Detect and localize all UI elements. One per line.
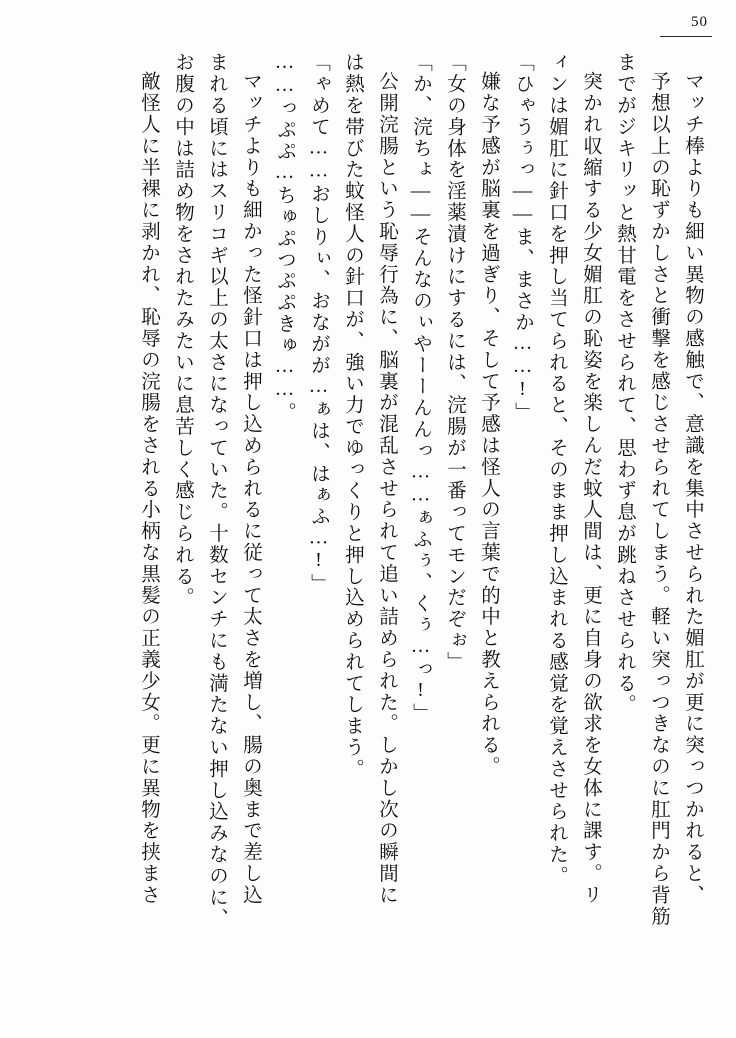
- text-column: までがジキリッと熱甘電をさせられて、思わず息が跳ねさせられる。: [614, 52, 635, 716]
- text-column: お腹の中は詰め物をされたみたいに息苦しく感じられる。: [172, 52, 193, 609]
- text-column: 公開浣腸という恥辱行為に、脳裏が混乱させられて追い詰められた。しかし次の瞬間に: [376, 71, 397, 906]
- text-column: 「か、浣ちょ――そんなのぃやーーんんっ……ぁふぅ、くぅ…っ!」: [410, 52, 431, 725]
- text-column: 予想以上の恥ずかしさと衝撃を感じさせられてしまう。軽い突っつきなのに肛門から背筋: [648, 71, 669, 927]
- text-column: 「ひゃうぅっ――ま、まさか……!」: [512, 52, 533, 424]
- text-column: 突かれ収縮する少女媚肛の恥姿を楽しんだ蚊人間は、更に自身の欲求を女体に課す。リ: [580, 71, 601, 906]
- vertical-text-body: [40, 52, 702, 1012]
- text-column: ィンは媚肛に針口を押し当てられると、そのまま押し込まれる感覚を覚えさせられた。: [546, 52, 567, 887]
- text-column: 嫌な予感が脳裏を過ぎり、そして予感は怪人の言葉で的中と教えられる。: [478, 71, 499, 778]
- text-column: は熱を帯びた蚊怪人の針口が、強い力でゆっくりと押し込められてしまう。: [342, 52, 363, 780]
- text-column: 敵怪人に半裸に剥かれ、恥辱の浣腸をされる小柄な黒髪の正義少女。更に異物を挟まさ: [138, 71, 159, 906]
- page-number: 50: [691, 14, 708, 30]
- header-rule: [660, 36, 712, 37]
- text-column: ……っぷぷ…ちゅぷつぷぷきゅ……。: [274, 52, 295, 424]
- text-column: まれる頃にはスリコギ以上の太さになっていた。十数センチにも満たない押し込みなのに、: [206, 52, 227, 930]
- text-column: マッチよりも細かった怪針口は押し込められるに従って太さを増し、腸の奥まで差し込: [240, 71, 261, 906]
- text-column: 「ゃめて……おしりぃ、おながが…ぁは、はぁふ…!」: [308, 52, 329, 595]
- text-column: マッチ棒よりも細い異物の感触で、意識を集中させられた媚肛が更に突っつかれると、: [682, 71, 703, 906]
- text-column: 「女の身体を淫薬漬けにするには、浣腸が一番ってモンだぞぉ」: [444, 52, 465, 673]
